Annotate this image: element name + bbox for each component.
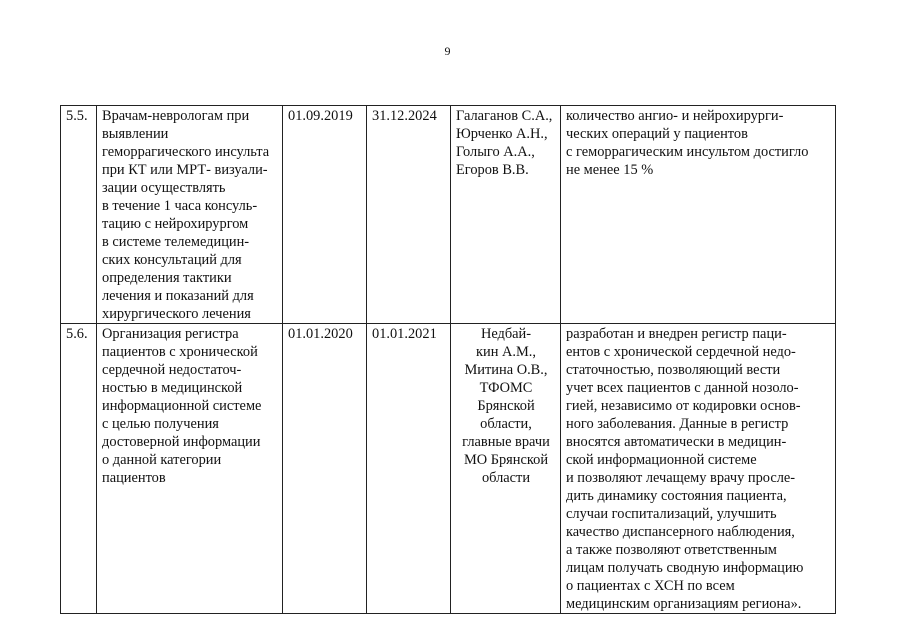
table-row	[61, 324, 836, 614]
expected-result: разработан и внедрен регистр паци- ентов с хронической сердечной недо- статочностью, позволяющий вести учет всех пациентов с данной нозоло- гией, независимо от кодировки основ- ного заболевания. Данные в регистр вносятся автоматически в медицин- ской информационной системе и позволяют лечащему врачу просле- дить динамику состояния пациента, случаи госпитализаций, улучшить качество диспансерного наблюдения, а также позволяют ответственным лицам получать сводную информацию о пациентах с ХСН по всем медицинским организациям региона».	[561, 324, 836, 614]
item-number: 5.6.	[61, 324, 97, 614]
responsible-persons: Галаганов С.А., Юрченко А.Н., Голыго А.А., Егоров В.В.	[451, 106, 561, 324]
expected-result: количество ангио- и нейрохирурги- ческих операций у пациентов с геморрагическим инсультом достигло не менее 15 %	[561, 106, 836, 324]
activity-name: Организация регистра пациентов с хронической сердечной недостаточ- ностью в медицинской информационной системе с целью получения достоверной информации о данной категории пациентов	[97, 324, 283, 614]
end-date: 31.12.2024	[367, 106, 451, 324]
end-date: 01.01.2021	[367, 324, 451, 614]
start-date: 01.09.2019	[283, 106, 367, 324]
activity-table	[60, 105, 836, 614]
responsible-persons: Недбай- кин А.М., Митина О.В., ТФОМС Брянской области, главные врачи МО Брянской области	[451, 324, 561, 614]
start-date: 01.01.2020	[283, 324, 367, 614]
table-row	[61, 106, 836, 324]
activity-name: Врачам-неврологам при выявлении геморрагического инсульта при КТ или МРТ- визуали- зации осуществлять в течение 1 часа консуль- тацию с нейрохирургом в системе телемедицин- ских консультаций для определения тактики лечения и показаний для хирургического лечения	[97, 106, 283, 324]
page-number: 9	[444, 44, 451, 58]
item-number: 5.5.	[61, 106, 97, 324]
